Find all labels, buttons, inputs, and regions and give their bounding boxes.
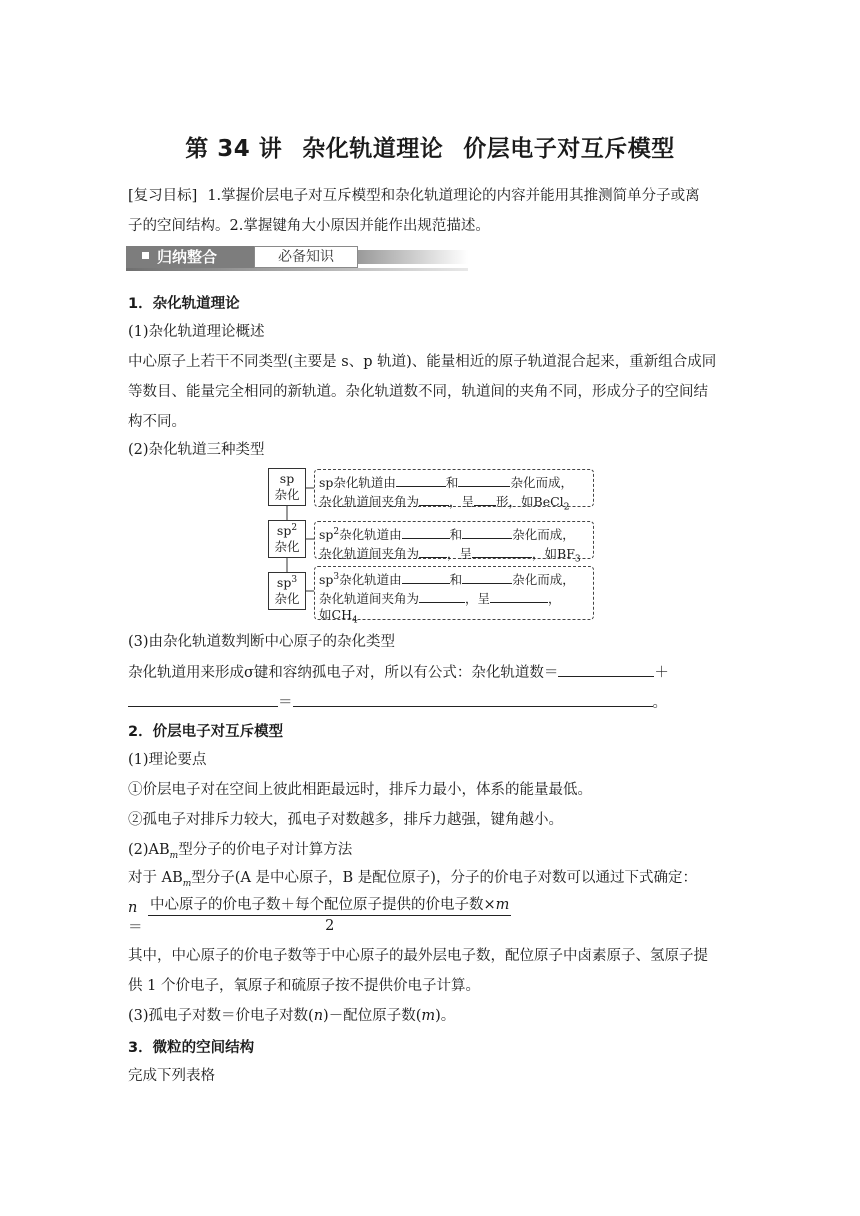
section-1-para-2: 等数目、能量完全相同的新轨道。杂化轨道数不同，轨道间的夹角不同，形成分子的空间结 [128, 384, 708, 400]
numerator-m: m [495, 897, 510, 913]
sp2-label-sup: 2 [291, 522, 298, 533]
sp3-text-d: 杂化轨道间夹角为 [319, 591, 420, 606]
sp2-text-f-sub: 3 [574, 554, 581, 565]
formula-denominator: 2 [325, 918, 335, 934]
sub2-text-a: (2)AB [128, 842, 170, 858]
banner-dark-label: 归纳整合 [157, 248, 218, 266]
sp2-label-sp: sp [276, 523, 292, 538]
square-icon [142, 252, 149, 259]
section-2-para-5: 供 1 个价电子，氧原子和硫原子按不提供价电子计算。 [128, 978, 480, 994]
sp3-text-g: 如CH [319, 607, 352, 622]
title-part-2: 价层电子对互斥模型 [463, 136, 675, 162]
sp2-blank-4[interactable] [472, 543, 532, 558]
formula-numerator [148, 896, 511, 916]
sp3-label-box [268, 572, 306, 610]
banner-rule [126, 268, 468, 271]
objective-text-1: 1.掌握价层电子对互斥模型和杂化轨道理论的内容并能用其推测简单分子或离 [207, 188, 700, 204]
formula-n-symbol: n [128, 900, 138, 916]
sp2-blank-1[interactable] [402, 524, 450, 539]
formula-blank-2[interactable] [128, 692, 278, 707]
section-2-para-3 [128, 868, 697, 888]
sp2-label-box [268, 520, 306, 558]
sp3-blank-1[interactable] [402, 569, 450, 584]
sp3-text-b: 和 [449, 572, 463, 587]
sp-label-box [268, 468, 306, 506]
formula-n [128, 900, 143, 937]
formula-period: 。 [652, 695, 667, 711]
formula-equals: ＝ [278, 695, 293, 711]
sp3-text-a-sup: 3 [333, 571, 340, 582]
section-2-sub-1: (1)理论要点 [128, 752, 207, 768]
sp-detail-box [314, 469, 594, 513]
sp3-label-top [269, 575, 305, 591]
objective-line-2: 子的空间结构。2.掌握键角大小原因并能作出规范描述。 [128, 218, 490, 234]
sub3-text-c: )。 [435, 1008, 456, 1024]
sp3-line-1 [319, 569, 589, 588]
p3-text-b: 型分子(A 是中心原子，B 是配位原子)，分子的价电子对数可以通过下式确定： [191, 870, 697, 886]
p3-text-a: 对于 AB [128, 870, 183, 886]
sp3-blank-2[interactable] [462, 569, 512, 584]
sub2-m: m [169, 850, 179, 861]
sp3-text-c: 杂化而成， [512, 572, 575, 587]
sp3-label-sp: sp [276, 575, 292, 590]
sp-blank-3[interactable] [419, 491, 449, 506]
banner-fade [358, 250, 468, 264]
sp-text-a: sp杂化轨道由 [319, 475, 396, 490]
sp2-text-a-sup: 2 [333, 526, 340, 537]
sp2-text-c: 杂化而成， [512, 527, 575, 542]
formula-line-2 [128, 692, 667, 713]
formula-text: 杂化轨道用来形成σ键和容纳孤电子对，所以有公式：杂化轨道数＝ [128, 665, 559, 681]
sp-label-bottom: 杂化 [274, 487, 300, 502]
formula-blank-1[interactable] [558, 662, 654, 677]
formula-fraction [148, 896, 511, 936]
sp2-text-a2: 杂化轨道由 [339, 527, 402, 542]
formula-line-1 [128, 662, 669, 683]
section-1-para-3: 构不同。 [128, 414, 186, 430]
sp-blank-1[interactable] [396, 472, 446, 487]
sp-label-top: sp [279, 471, 295, 486]
section-1-sub-1: (1)杂化轨道理论概述 [128, 324, 265, 340]
formula-plus: ＋ [654, 665, 669, 681]
page-title [0, 130, 860, 163]
section-2-sub-2 [128, 840, 352, 860]
sp-blank-4[interactable] [474, 491, 496, 506]
section-2-sub-3 [128, 1006, 455, 1026]
p3-m: m [182, 878, 192, 889]
title-part-1: 杂化轨道理论 [302, 136, 444, 162]
banner-light-tab: 必备知识 [254, 246, 358, 268]
sp3-text-a2: 杂化轨道由 [339, 572, 402, 587]
sp-text-f: 形，如BeCl [496, 494, 564, 509]
sp2-text-f: ，如BF [532, 546, 575, 561]
section-3-heading: 3．微粒的空间结构 [128, 1040, 255, 1056]
sp-blank-2[interactable] [458, 472, 510, 487]
sub3-text-a: (3)孤电子对数＝价电子对数( [128, 1008, 314, 1024]
numerator-text: 中心原子的价电子数＋每个配位原子提供的价电子数× [150, 897, 496, 913]
sp3-label-sup: 3 [291, 574, 298, 585]
section-2-para-4: 其中，中心原子的价电子数等于中心原子的最外层电子数，配位原子中卤素原子、氢原子提 [128, 948, 708, 964]
section-1-para-1: 中心原子上若干不同类型(主要是 s、p 轨道)、能量相近的原子轨道混合起来，重新组合成同 [128, 354, 717, 370]
sub3-text-b: )－配位原子数( [323, 1008, 422, 1024]
sp2-blank-2[interactable] [462, 524, 512, 539]
sp3-text-g-sub: 4 [351, 615, 358, 626]
sp3-text-f: ， [548, 591, 561, 606]
sp3-detail-box [314, 566, 594, 626]
sp2-line-2 [319, 543, 589, 565]
formula-n-eq: ＝ [128, 920, 143, 936]
section-2-para-1: ①价层电子对在空间上彼此相距最远时，排斥力最小，体系的能量最低。 [128, 782, 592, 798]
section-1-heading: 1．杂化轨道理论 [128, 296, 240, 312]
objective-label: [复习目标] [128, 188, 198, 204]
sp3-text-e: ，呈 [465, 591, 491, 606]
sp2-text-e: ，呈 [447, 546, 473, 561]
sp3-blank-3[interactable] [419, 588, 465, 603]
sub3-m: m [421, 1008, 436, 1024]
sp2-label-top [269, 523, 305, 539]
sub3-n: n [313, 1008, 324, 1024]
sp3-blank-4[interactable] [490, 588, 548, 603]
hybridization-diagram [268, 468, 598, 624]
sp3-text-a: sp [319, 572, 334, 587]
objective-line-1 [128, 186, 700, 206]
sp2-text-b: 和 [449, 527, 463, 542]
sp2-text-a: sp [319, 527, 334, 542]
section-2-para-2: ②孤电子对排斥力较大，孤电子对数越多，排斥力越强，键角越小。 [128, 812, 563, 828]
sub2-text-b: 型分子的价电子对计算方法 [178, 842, 353, 858]
sp-text-c: 杂化而成， [510, 475, 573, 490]
sp3-line-3 [319, 607, 589, 626]
section-3-para-1: 完成下列表格 [128, 1068, 215, 1084]
sp-text-e: ，呈 [449, 494, 475, 509]
formula-blank-3[interactable] [293, 692, 653, 707]
sp-line-1 [319, 472, 589, 491]
sp3-label-bottom: 杂化 [274, 591, 300, 606]
sp2-detail-box [314, 521, 594, 565]
section-banner [126, 246, 468, 272]
section-1-sub-2: (2)杂化轨道三种类型 [128, 442, 265, 458]
sp-text-d: 杂化轨道间夹角为 [319, 494, 420, 509]
section-1-sub-3: (3)由杂化轨道数判断中心原子的杂化类型 [128, 634, 396, 650]
sp2-label-bottom: 杂化 [274, 539, 300, 554]
sp2-line-1 [319, 524, 589, 543]
sp-line-2 [319, 491, 589, 513]
sp-text-f-sub: 2 [563, 502, 570, 513]
sp3-line-2 [319, 588, 589, 607]
sp-text-b: 和 [445, 475, 459, 490]
section-2-heading: 2．价层电子对互斥模型 [128, 724, 284, 740]
sp2-blank-3[interactable] [419, 543, 447, 558]
sp2-text-d: 杂化轨道间夹角为 [319, 546, 420, 561]
lesson-number: 第 34 讲 [185, 136, 283, 162]
banner-dark-tab [126, 246, 254, 268]
